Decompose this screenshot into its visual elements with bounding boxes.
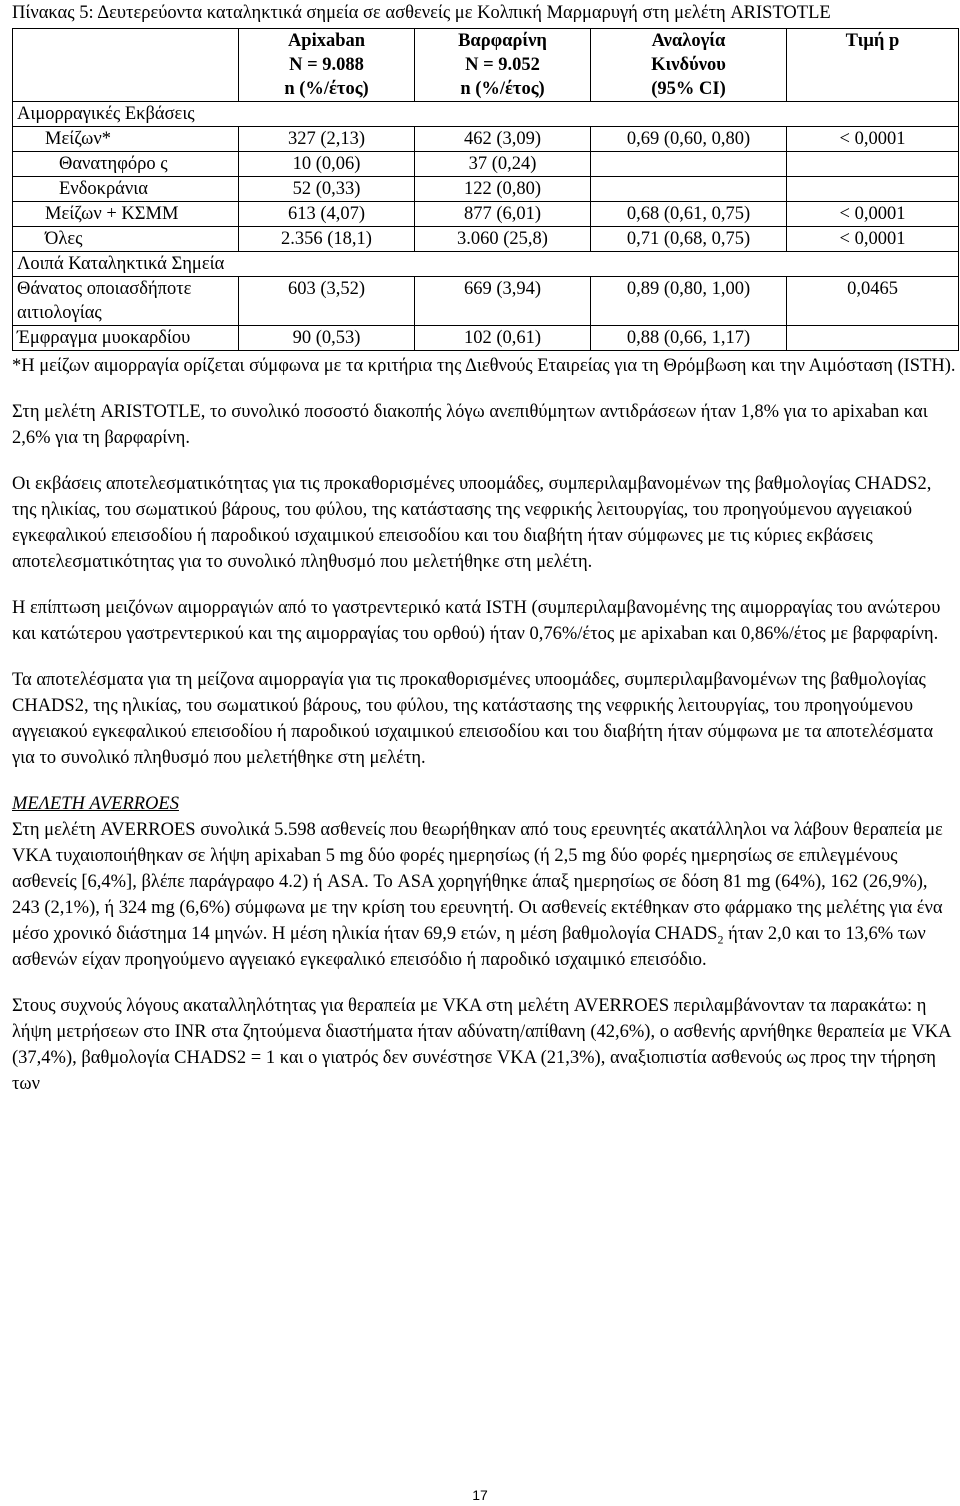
row-label: Θάνατος οποιασδήποτε αιτιολογίας: [13, 277, 239, 326]
row-label: Ενδοκράνια: [13, 177, 239, 202]
table-caption: Πίνακας 5: Δευτερεύοντα καταληκτικά σημεία σε ασθενείς με Κολπική Μαρμαρυγή στη μελέτη ARISTOTLE: [12, 3, 831, 23]
table-row: [13, 277, 959, 326]
row-label: Θανατηφόρο ς: [13, 152, 239, 177]
paragraph-efficacy-subgroups: Οι εκβάσεις αποτελεσματικότητας για τις προκαθορισμένες υποομάδες, συμπεριλαμβανομένων της βαθμολογίας CHADS2, της ηλικίας, του σωματικού βάρους, του φύλου, της κατάστασης της νεφρικής λειτουργίας, του προηγούμενου αγγειακού εγκεφαλικού επεισοδίου ή παροδικού ισχαιμικού επεισοδίου και του διαβήτη ήταν σύμφωνες με τις κύριες εκβάσεις αποτελεσματικότητας για το συνολικό πληθυσμό που μελετήθηκε στη μελέτη.: [12, 474, 932, 572]
cell-warfarin: 669 (3,94): [415, 277, 591, 326]
cell-apixaban: 613 (4,07): [239, 202, 415, 227]
cell-warfarin: 462 (3,09): [415, 127, 591, 152]
header-hazard-ratio: Αναλογία Κινδύνου (95% CI): [591, 29, 787, 102]
cell-p-value: < 0,0001: [787, 127, 959, 152]
page-number: 17: [472, 1487, 488, 1503]
header-p-value: Τιμή p: [787, 29, 959, 102]
cell-p-value: [787, 152, 959, 177]
row-label: Όλες: [13, 227, 239, 252]
cell-hazard-ratio: [591, 177, 787, 202]
table-footnote: *Η μείζων αιμορραγία ορίζεται σύμφωνα με τα κριτήρια της Διεθνούς Εταιρείας για τη Θρόμβωση και την Αιμόσταση (ISTH).: [12, 356, 956, 376]
cell-warfarin: 37 (0,24): [415, 152, 591, 177]
section-row: [13, 252, 959, 277]
section-row: [13, 102, 959, 127]
cell-hazard-ratio: 0,69 (0,60, 0,80): [591, 127, 787, 152]
cell-hazard-ratio: 0,89 (0,80, 1,00): [591, 277, 787, 326]
document-page: [12, 0, 958, 1097]
cell-hazard-ratio: 0,71 (0,68, 0,75): [591, 227, 787, 252]
header-empty: [13, 29, 239, 102]
table-row: [13, 202, 959, 227]
cell-warfarin: 102 (0,61): [415, 326, 591, 351]
header-warfarin: Βαρφαρίνη N = 9.052 n (%/έτος): [415, 29, 591, 102]
table-row: [13, 326, 959, 351]
cell-apixaban: 327 (2,13): [239, 127, 415, 152]
cell-apixaban: 90 (0,53): [239, 326, 415, 351]
paragraph-averroes-reasons: Στους συχνούς λόγους ακαταλληλότητας για θεραπεία με VKA στη μελέτη AVERROES περιλαμβάνονταν τα παρακάτω: η λήψη μετρήσεων στο INR στα ζητούμενα διαστήματα ήταν αδύνατη/απίθανη (42,6%), ο ασθενής αρνήθηκε θεραπεία με VKA (37,4%), βαθμολογία CHADS2 = 1 και ο γιατρός δεν συνέστησε VKA (21,3%), αναξιοπιστία ασθενούς ως προς την τήρηση των: [12, 996, 951, 1094]
cell-apixaban: 603 (3,52): [239, 277, 415, 326]
row-label: Μείζων + ΚΣΜΜ: [13, 202, 239, 227]
cell-p-value: 0,0465: [787, 277, 959, 326]
table-row: [13, 127, 959, 152]
row-label: Έμφραγμα μυοκαρδίου: [13, 326, 239, 351]
cell-hazard-ratio: 0,68 (0,61, 0,75): [591, 202, 787, 227]
cell-apixaban: 52 (0,33): [239, 177, 415, 202]
cell-warfarin: 3.060 (25,8): [415, 227, 591, 252]
paragraph-bleeding-subgroups: Τα αποτελέσματα για τη μείζονα αιμορραγία για τις προκαθορισμένες υποομάδες, συμπεριλαμβανομένων της βαθμολογίας CHADS2, της ηλικίας, του σωματικού βάρους, του φύλου, της κατάστασης της νεφρικής λειτουργίας, του προηγούμενου αγγειακού εγκεφαλικού επεισοδίου ή παροδικού ισχαιμικού επεισοδίου και του διαβήτη ήταν σύμφωνα με τα αποτελέσματα για το συνολικό πληθυσμό που μελετήθηκε στη μελέτη.: [12, 670, 934, 768]
paragraph-gi-bleeding: Η επίπτωση μειζόνων αιμορραγιών από το γαστρεντερικό κατά ISTH (συμπεριλαμβανομένης της αιμορραγίας του ανώτερου και κατώτερου γαστρεντερικού και της αιμορραγίας του ορθού) ήταν 0,76%/έτος με apixaban και 0,86%/έτος με βαρφαρίνη.: [12, 598, 941, 644]
cell-p-value: < 0,0001: [787, 227, 959, 252]
row-label: Μείζων*: [13, 127, 239, 152]
cell-apixaban: 10 (0,06): [239, 152, 415, 177]
cell-warfarin: 877 (6,01): [415, 202, 591, 227]
cell-apixaban: 2.356 (18,1): [239, 227, 415, 252]
table-row: [13, 177, 959, 202]
cell-hazard-ratio: 0,88 (0,66, 1,17): [591, 326, 787, 351]
cell-hazard-ratio: [591, 152, 787, 177]
section-other-endpoints: Λοιπά Καταληκτικά Σημεία: [13, 252, 959, 277]
cell-p-value: < 0,0001: [787, 202, 959, 227]
cell-warfarin: 122 (0,80): [415, 177, 591, 202]
results-table: [12, 28, 959, 351]
header-apixaban: Apixaban N = 9.088 n (%/έτος): [239, 29, 415, 102]
paragraph-discontinuation: Στη μελέτη ARISTOTLE, το συνολικό ποσοστό διακοπής λόγω ανεπιθύμητων αντιδράσεων ήταν 1,8% για το apixaban και 2,6% για τη βαρφαρίνη.: [12, 402, 928, 448]
cell-p-value: [787, 326, 959, 351]
table-row: [13, 227, 959, 252]
table-row: [13, 152, 959, 177]
section-bleeding-outcomes: Αιμορραγικές Εκβάσεις: [13, 102, 959, 127]
paragraph-averroes-design: Στη μελέτη AVERROES συνολικά 5.598 ασθενείς που θεωρήθηκαν από τους ερευνητές ακατάλληλοι να λάβουν θεραπεία με VKA τυχαιοποιήθηκαν σε λήψη apixaban 5 mg δύο φορές ημερησίως (ή 2,5 mg δύο φορές ημερησίως σε επιλεγμένους ασθενείς [6,4%], βλέπε παράγραφο 4.2) ή ASA. Το ASA χορηγήθηκε άπαξ ημερησίως σε δόση 81 mg (64%), 162 (26,9%), 243 (2,1%), ή 324 mg (6,6%) σύμφωνα με την κρίση του ερευνητή. Οι ασθενείς εκτέθηκαν στο φάρμακο της μελέτης για ένα μέσο χρονικό διάστημα 14 μηνών. Η μέση ηλικία ήταν 69,9 ετών, η μέση βαθμολογία $CHADS_2$ ήταν 2,0 και το 13,6% των ασθενών είχαν προηγούμενο αγγειακό εγκεφαλικό επεισόδιο ή παροδικό ισχαιμικό επεισόδιο.: [12, 820, 943, 970]
cell-p-value: [787, 177, 959, 202]
section-heading-averroes: ΜΕΛΕΤΗ AVERROES: [12, 794, 179, 814]
table-header-row: [13, 29, 959, 102]
